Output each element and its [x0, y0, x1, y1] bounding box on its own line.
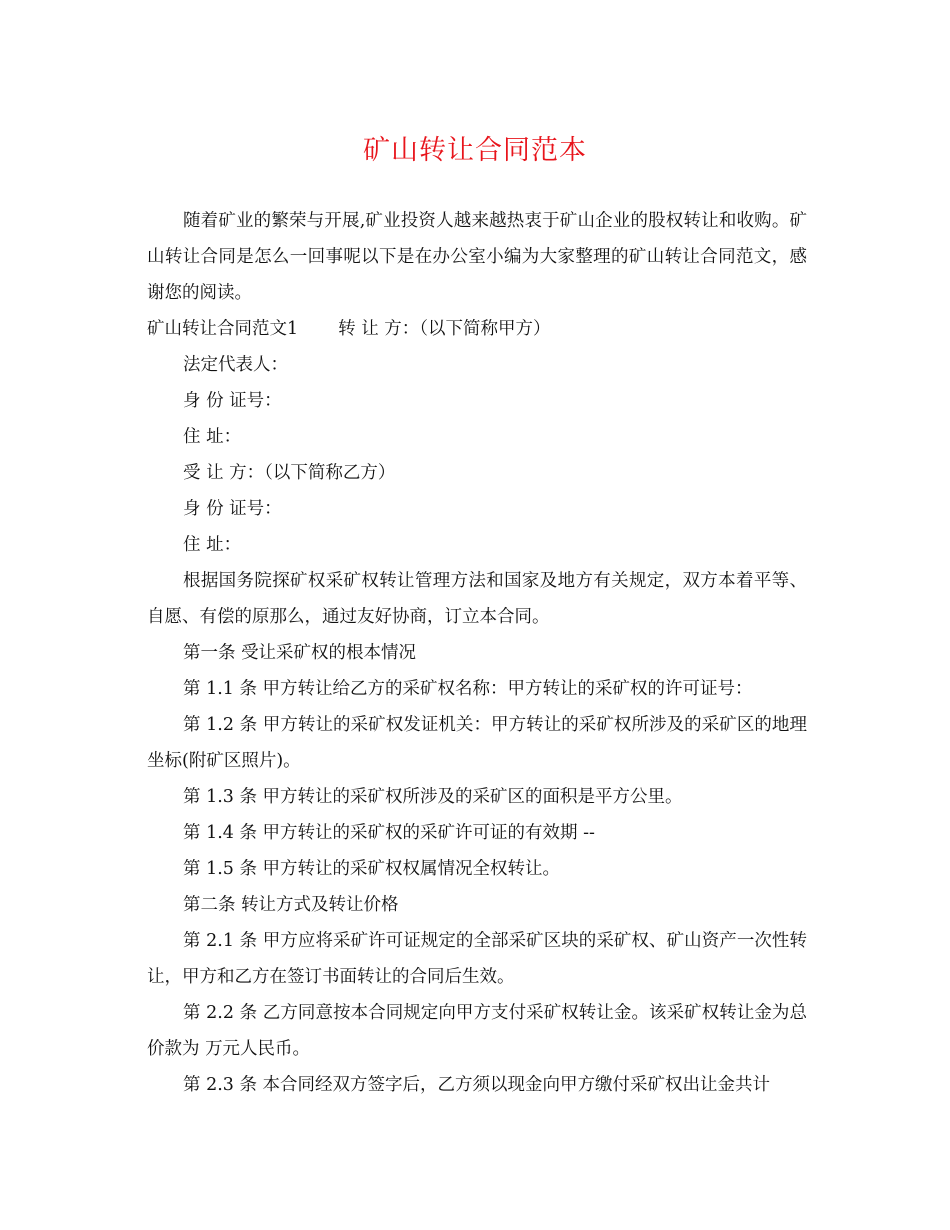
basis-paragraph: 根据国务院探矿权采矿权转让管理方法和国家及地方有关规定，双方本着平等、自愿、有偿的原那么，通过友好协商，订立本合同。 [147, 571, 807, 627]
clause-2-3: 第 2.3 条 本合同经双方签字后，乙方须以现金向甲方缴付采矿权出让金共计 [183, 1075, 771, 1095]
party-b-address: 住 址： [183, 535, 242, 555]
clause-1-5: 第 1.5 条 甲方转让的采矿权权属情况全权转让。 [183, 859, 561, 879]
party-b-id-number: 身 份 证号： [183, 499, 282, 519]
article-2-heading: 第二条 转让方式及转让价格 [183, 895, 399, 915]
clause-1-2: 第 1.2 条 甲方转让的采矿权发证机关：甲方转让的采矿权所涉及的采矿区的地理坐标(附矿区照片)。 [147, 715, 807, 771]
transferee-label: 受 让 方：（以下简称乙方） [183, 463, 396, 483]
clause-1-3: 第 1.3 条 甲方转让的采矿权所涉及的采矿区的面积是平方公里。 [183, 787, 683, 807]
party-a-legal-rep: 法定代表人： [183, 355, 288, 375]
page-title: 矿山转让合同范本 [363, 135, 587, 166]
clause-2-2: 第 2.2 条 乙方同意按本合同规定向甲方支付采矿权转让金。该采矿权转让金为总价款为 万元人民币。 [147, 1003, 807, 1059]
sample-heading-line [147, 311, 807, 347]
transferor-label: 转 让 方：（以下简称甲方） [338, 319, 551, 339]
document-body [147, 203, 807, 1103]
party-a-address: 住 址： [183, 427, 242, 447]
clause-1-4: 第 1.4 条 甲方转让的采矿权的采矿许可证的有效期 -- [183, 823, 595, 843]
party-a-id-number: 身 份 证号： [183, 391, 282, 411]
clause-2-1: 第 2.1 条 甲方应将采矿许可证规定的全部采矿区块的采矿权、矿山资产一次性转让，甲方和乙方在签订书面转让的合同后生效。 [147, 931, 807, 987]
clause-1-1: 第 1.1 条 甲方转让给乙方的采矿权名称：甲方转让的采矿权的许可证号： [183, 679, 753, 699]
sample-heading: 矿山转让合同范文1 [147, 319, 299, 339]
intro-paragraph: 随着矿业的繁荣与开展,矿业投资人越来越热衷于矿山企业的股权转让和收购。矿山转让合同是怎么一回事呢以下是在办公室小编为大家整理的矿山转让合同范文，感谢您的阅读。 [147, 211, 807, 303]
article-1-heading: 第一条 受让采矿权的根本情况 [183, 643, 417, 663]
